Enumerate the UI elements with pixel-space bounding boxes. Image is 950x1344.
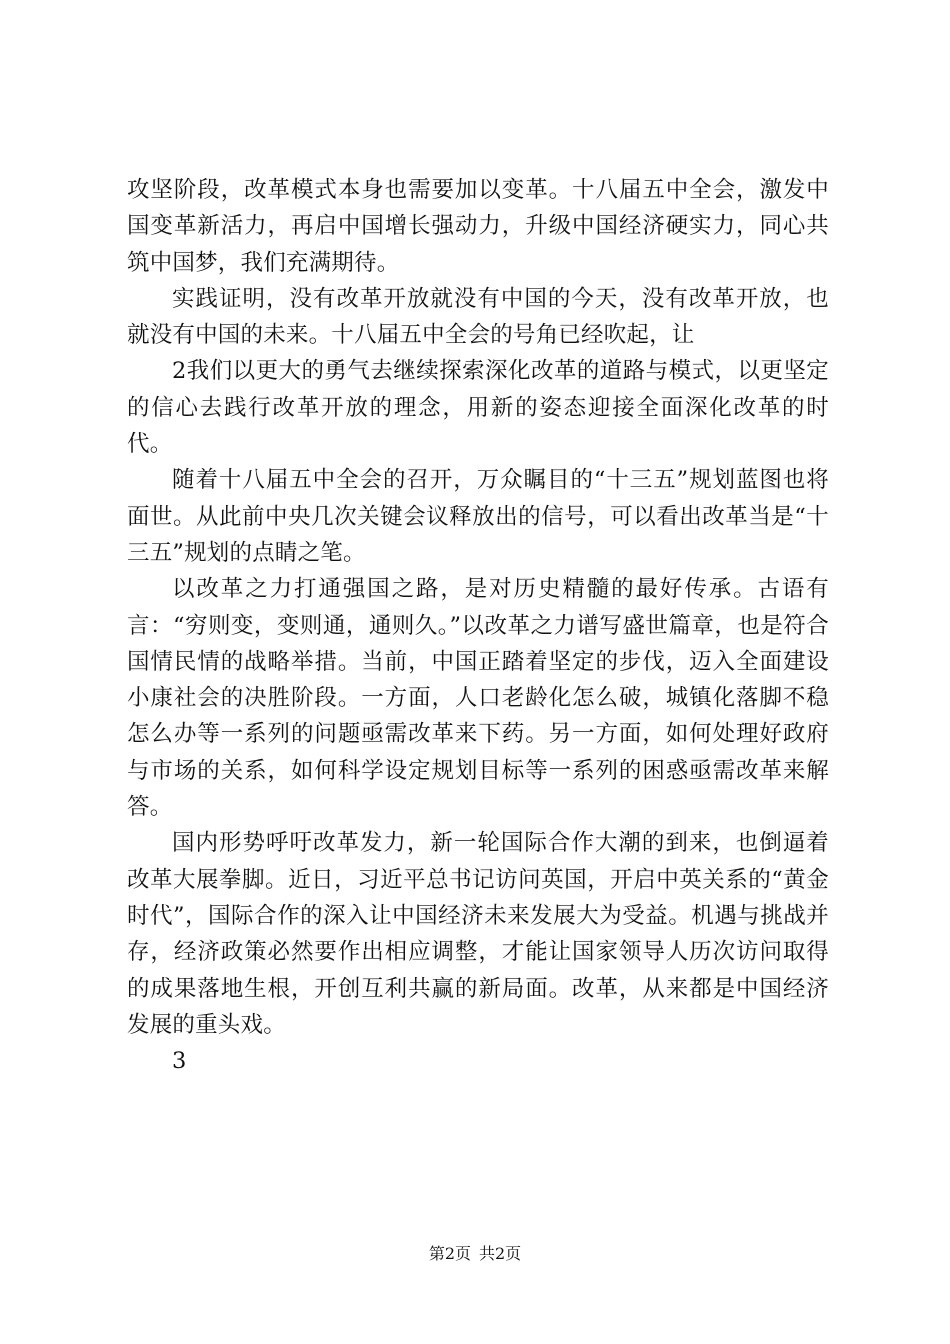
paragraph-4: 随着十八届五中全会的召开，万众瞩目的“十三五”规划蓝图也将面世。从此前中央几次关键会议释放出的信号，可以看出改革当是“十三五”规划的点睛之笔。 [127, 467, 829, 566]
paragraph-1: 攻坚阶段，改革模式本身也需要加以变革。十八届五中全会，激发中国变革新活力，再启中国增长强动力，升级中国经济硬实力，同心共筑中国梦，我们充满期待。 [127, 177, 829, 276]
paragraph-7-page-marker: 3 [172, 1048, 187, 1075]
page-footer [0, 1244, 950, 1264]
document-body [127, 172, 829, 1079]
page-total-label: 共2页 [479, 1244, 522, 1263]
paragraph-6: 国内形势呼吁改革发力，新一轮国际合作大潮的到来，也倒逼着改革大展拳脚。近日，习近平总书记访问英国，开启中英关系的“黄金时代”，国际合作的深入让中国经济未来发展大为受益。机遇与挑战并存，经济政策必然要作出相应调整，才能让国家领导人历次访问取得的成果落地生根，开创互利共赢的新局面。改革，从来都是中国经济发展的重头戏。 [127, 830, 829, 1038]
page-current-label: 第2页 [428, 1244, 471, 1263]
paragraph-2: 实践证明，没有改革开放就没有中国的今天，没有改革开放，也就没有中国的未来。十八届五中全会的号角已经吹起，让 [127, 285, 829, 349]
paragraph-3: 2我们以更大的勇气去继续探索深化改革的道路与模式，以更坚定的信心去践行改革开放的理念，用新的姿态迎接全面深化改革的时代。 [127, 358, 829, 458]
paragraph-5: 以改革之力打通强国之路，是对历史精髓的最好传承。古语有言：“穷则变，变则通，通则久。”以改革之力谱写盛世篇章，也是符合国情民情的战略举措。当前，中国正踏着坚定的步伐，迈入全面建设小康社会的决胜阶段。一方面，人口老龄化怎么破，城镇化落脚不稳怎么办等一系列的问题亟需改革来下药。另一方面，如何处理好政府与市场的关系，如何科学设定规划目标等一系列的困惑亟需改革来解答。 [127, 576, 829, 821]
